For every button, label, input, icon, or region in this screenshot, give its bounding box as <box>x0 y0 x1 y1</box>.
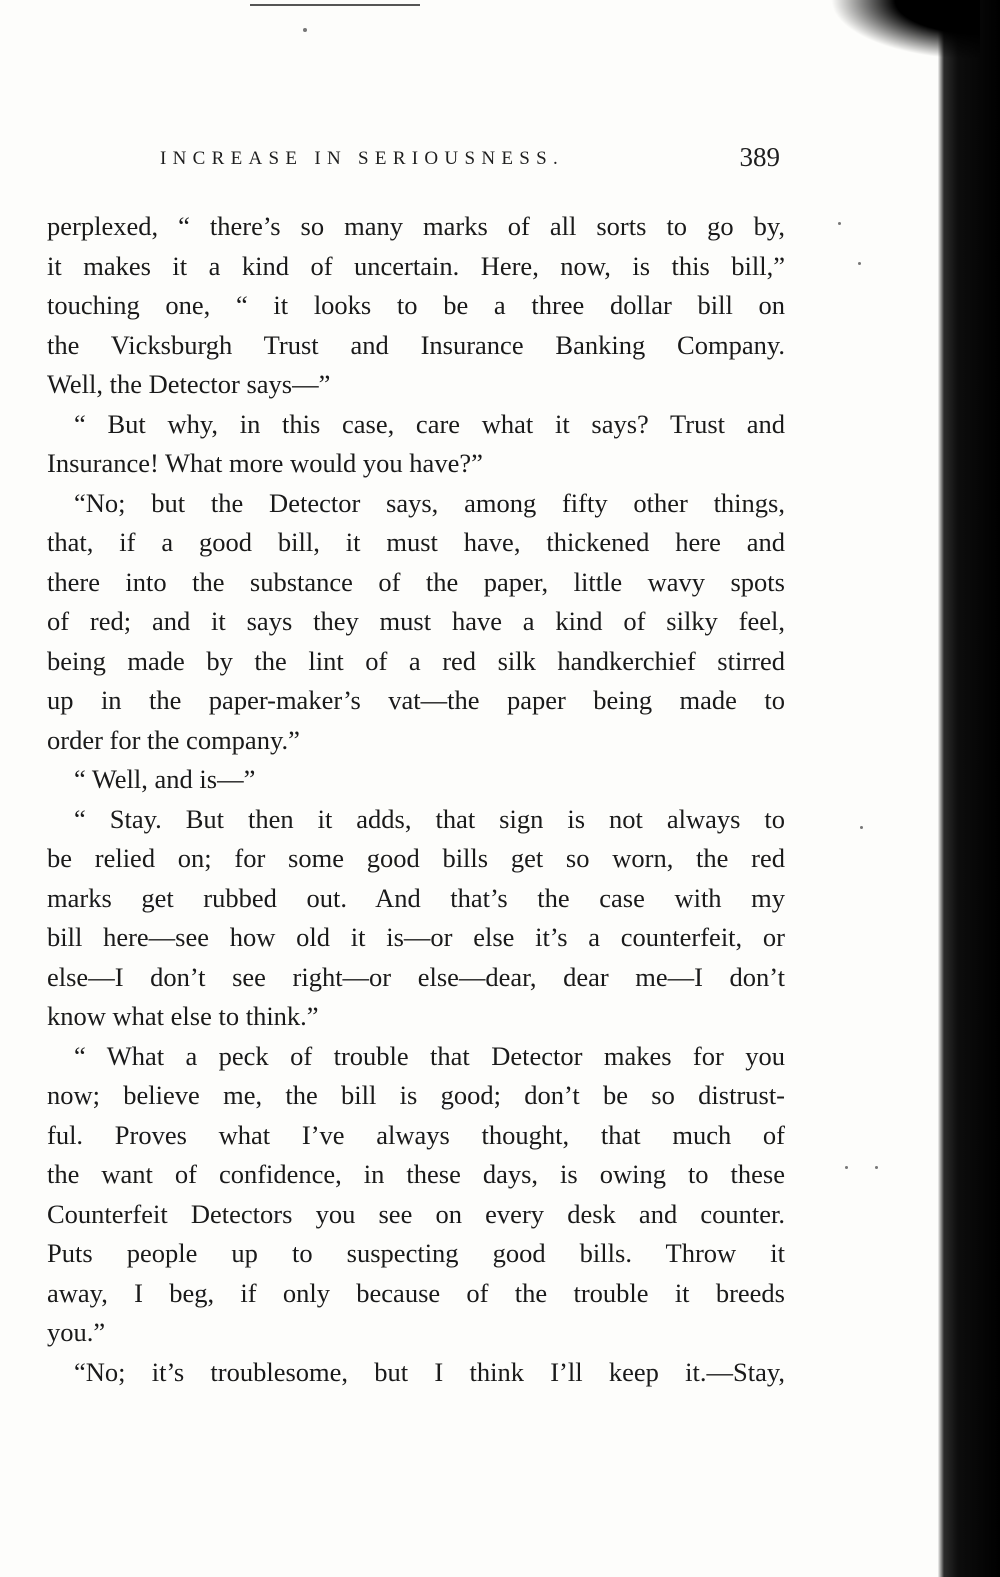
text-line: bill here—see how old it is—or else it’s a counterfeit, or <box>47 922 785 952</box>
text-line: perplexed, “ there’s so many marks of all sorts to go by, <box>47 211 785 241</box>
running-title: INCREASE IN SERIOUSNESS. <box>160 148 565 169</box>
text-block <box>47 207 785 1392</box>
text-line: “ Stay. But then it adds, that sign is not always to <box>74 803 785 834</box>
margin-speck <box>875 1166 878 1169</box>
margin-speck <box>858 262 861 265</box>
text-line: you.” <box>47 1317 106 1347</box>
text-line: there into the substance of the paper, little wavy spots <box>47 566 785 597</box>
running-head <box>160 142 780 178</box>
text-line: the want of confidence, in these days, is owing to these <box>47 1159 785 1189</box>
text-line: that, if a good bill, it must have, thickened here and <box>47 527 785 557</box>
text-line: away, I beg, if only because of the trouble it breeds <box>47 1277 785 1308</box>
text-line: touching one, “ it looks to be a three dollar bill on <box>47 290 785 320</box>
text-line: else—I don’t see right—or else—dear, dear me—I don’t <box>47 961 785 992</box>
text-line: marks get rubbed out. And that’s the case with my <box>47 882 785 913</box>
text-line: “No; it’s troublesome, but I think I’ll keep it.—Stay, <box>74 1356 785 1387</box>
text-line: “ Well, and is—” <box>74 764 256 794</box>
text-line: Puts people up to suspecting good bills. Throw it <box>47 1238 785 1268</box>
text-line: ful. Proves what I’ve always thought, that much of <box>47 1119 785 1150</box>
margin-speck <box>838 222 841 225</box>
top-rule <box>250 4 420 6</box>
text-line: Insurance! What more would you have?” <box>47 448 483 478</box>
text-line: up in the paper-maker’s vat—the paper being made to <box>47 685 785 715</box>
text-line: now; believe me, the bill is good; don’t be so distrust- <box>47 1080 785 1110</box>
text-line: be relied on; for some good bills get so worn, the red <box>47 843 785 873</box>
text-line: Counterfeit Detectors you see on every desk and counter. <box>47 1198 785 1229</box>
binding-edge <box>938 0 1000 1577</box>
text-line: know what else to think.” <box>47 1001 319 1031</box>
text-line: “ But why, in this case, care what it says? Trust and <box>74 408 785 439</box>
text-line: order for the company.” <box>47 724 300 755</box>
text-line: being made by the lint of a red silk handkerchief stirred <box>47 645 785 676</box>
text-line: Well, the Detector says—” <box>47 369 331 399</box>
text-line: of red; and it says they must have a kind of silky feel, <box>47 606 785 636</box>
text-line: the Vicksburgh Trust and Insurance Banking Company. <box>47 329 785 360</box>
margin-speck <box>845 1166 848 1169</box>
margin-speck <box>860 826 863 829</box>
text-line: “ What a peck of trouble that Detector makes for you <box>74 1040 785 1071</box>
binding-shadow <box>830 0 980 60</box>
page-number: 389 <box>739 142 780 172</box>
text-line: “No; but the Detector says, among fifty other things, <box>74 487 785 518</box>
margin-speck <box>303 28 307 32</box>
text-line: it makes it a kind of uncertain. Here, now, is this bill,” <box>47 250 785 281</box>
